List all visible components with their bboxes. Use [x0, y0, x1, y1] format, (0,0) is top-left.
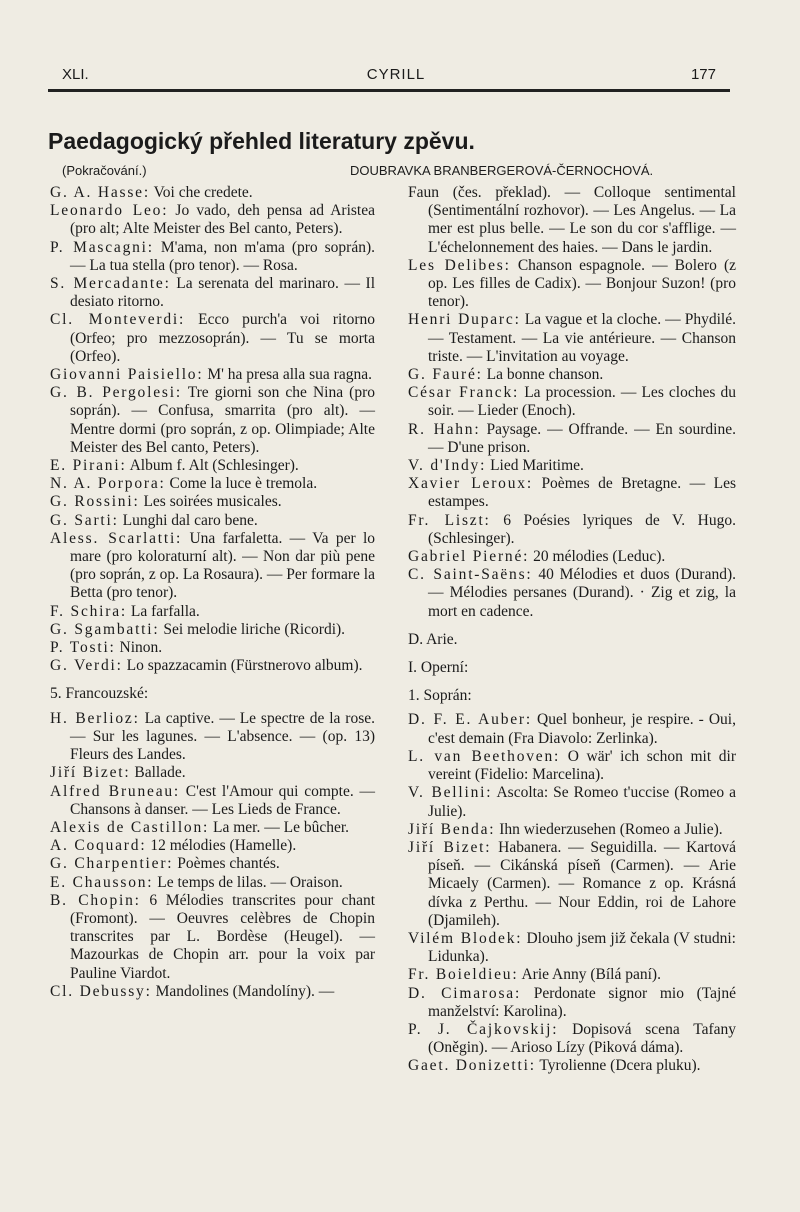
works-list: Dopisová scena Tafany (Oněgin). — Arioso Lízy (Piková dáma). [428, 1020, 736, 1057]
composer-name: E. Chausson: [50, 873, 154, 891]
entry [408, 930, 736, 966]
works-list: La bonne chanson. [482, 366, 604, 384]
works-list: Chanson espagnole. — Bolero (z op. Les filles de Cadix). — Bonjour Suzon! (pro tenor). [428, 256, 736, 311]
section-heading: D. Arie. [408, 630, 458, 648]
composer-name: G. A. Hasse: [50, 184, 150, 201]
entry [408, 457, 736, 475]
composer-name: P. Mascagni: [50, 238, 154, 256]
composer-name: G. Verdi: [50, 657, 123, 675]
works-list: Les soirées musicales. [139, 493, 282, 511]
composer-name: L. van Beethoven: [408, 747, 561, 765]
entry [50, 983, 375, 1001]
works-list: Ballade. [130, 764, 186, 782]
composer-name: Les Delibes: [408, 256, 511, 274]
composer-name: S. Mercadante: [50, 275, 171, 293]
entry [408, 821, 736, 839]
entry [50, 603, 375, 621]
composer-name: Xavier Leroux: [408, 475, 533, 493]
composer-name: G. Fauré: [408, 366, 483, 384]
works-list: Jo vado, deh pensa ad Aristea (pro alt; Alte Meister des Bel canto, Peters). [70, 202, 375, 238]
works-list: Quel bonheur, je respire. - Oui, c'est demain (Fra Diavolo: Zerlinka). [428, 711, 736, 747]
entry [408, 966, 736, 984]
composer-name: R. Hahn: [408, 420, 481, 438]
entry [50, 202, 375, 238]
works-list: Ninon. [115, 639, 163, 657]
composer-name: Jiří Benda: [408, 820, 496, 838]
composer-name: Gabriel Pierné: [408, 548, 530, 566]
works-list: Ascolta: Se Romeo t'uccise (Romeo a Julie). [428, 784, 736, 820]
composer-name: D. F. E. Auber: [408, 711, 532, 729]
works-list: La vague et la cloche. — Phydilé. — Testament. — La vie antérieure. — Chanson triste. — L'invitation au voyage. [428, 311, 736, 365]
entry [50, 457, 375, 475]
works-list: Le temps de lilas. — Oraison. [153, 873, 343, 891]
composer-name: Jiří Bizet: [408, 838, 492, 856]
composer-name: Cl. Monteverdi: [50, 311, 186, 329]
composer-name: Henri Duparc: [408, 311, 521, 329]
composer-name: V. Bellini: [408, 784, 493, 802]
entry [408, 1021, 736, 1057]
works-list: 12 mélodies (Hamelle). [146, 837, 297, 855]
composer-name: P. J. Čajkovskij: [408, 1020, 559, 1038]
composer-name: Fr. Liszt: [408, 511, 491, 529]
composer-name: Vilém Blodek: [408, 929, 523, 947]
works-list: Lunghi dal caro bene. [118, 511, 258, 529]
entry [50, 239, 375, 275]
composer-name: F. Schira: [50, 602, 128, 620]
works-list: Dlouho jsem již čekala (V studni: Lidunka). [428, 929, 736, 966]
works-list: La serenata del marinaro. — Il desiato ritorno. [70, 275, 376, 311]
works-list: Lo spazzacamin (Fürstnerovo album). [122, 657, 363, 675]
composer-name: G. Sgambatti: [50, 620, 160, 638]
works-list: Poèmes de Bretagne. — Les estampes. [428, 475, 736, 511]
entry [50, 855, 375, 873]
works-list: Una farfaletta. — Va per lo mare (pro koloraturní alt). — Non dar più pene (pro soprán, z op. La Rosaura). — Per formare la Betta (pro tenor). [70, 529, 375, 602]
works-list: Faun (čes. překlad). — Colloque sentimental (Sentimentální rozhovor). — Les Angelus. — La mer est plus belle. — Le son du cor s'afflige. — L'échelonnement des haies. — Dans le jardin. [408, 184, 736, 256]
works-list: La farfalla. [127, 602, 200, 620]
works-list: O wär' ich schon mit dir vereint (Fidelio: Marcelina). [428, 747, 736, 784]
composer-name: Leonardo Leo: [50, 202, 169, 220]
works-list: La captive. — Le spectre de la rose. — Sur les lagunes. — L'absence. — (op. 13) Fleurs des Landes. [70, 709, 375, 764]
entry [408, 1057, 736, 1075]
header-rule [48, 89, 730, 92]
entry [50, 819, 375, 837]
entry [50, 530, 375, 603]
entry [50, 493, 375, 511]
section-heading: 5. Francouzské: [50, 685, 149, 703]
entry [50, 874, 375, 892]
works-list: M' ha presa alla sua ragna. [203, 366, 372, 384]
entry [408, 311, 736, 366]
entry [408, 711, 736, 747]
composer-name: Alfred Bruneau: [50, 782, 181, 800]
composer-name: Aless. Scarlatti: [50, 529, 183, 547]
right-column [408, 184, 736, 1076]
works-list: Come la luce è tremola. [165, 475, 318, 493]
composer-name: Giovanni Paisiello: [50, 366, 204, 384]
works-list: Mandolines (Mandolíny). — [151, 982, 335, 1000]
entry [50, 475, 375, 493]
works-list: M'ama, non m'ama (pro soprán). — La tua stella (pro tenor). — Rosa. [70, 238, 375, 274]
article-title: Paedagogický přehled literatury zpěvu. [48, 128, 475, 154]
left-column [50, 184, 375, 1001]
composer-name: G. Rossini: [50, 493, 140, 511]
entry [408, 548, 736, 566]
page-number: 177 [690, 66, 716, 83]
composer-name: C. Saint-Saëns: [408, 566, 533, 584]
composer-name: César Franck: [408, 384, 520, 402]
works-list: Paysage. — Offrande. — En sourdine. — D'une prison. [428, 420, 736, 456]
composer-name: Cl. Debussy: [50, 982, 152, 1000]
entry [408, 421, 736, 457]
composer-name: D. Cimarosa: [408, 984, 522, 1002]
composer-name: A. Coquard: [50, 837, 147, 855]
works-list: Tre giorni son che Nina (pro soprán). — Confusa, smarrita (pro alt). — Mentre dormi (pro soprán, z op. Olimpiade; Alte Meister des Bel canto, Peters). [70, 384, 375, 456]
entry [50, 657, 375, 675]
works-list: La mer. — Le bûcher. [209, 818, 350, 836]
entry [50, 783, 375, 819]
works-list: C'est l'Amour qui compte. — Chansons à danser. — Les Lieds de France. [70, 782, 375, 818]
entry [408, 475, 736, 511]
composer-name: B. Chopin: [50, 891, 141, 909]
composer-name: G. Sarti: [50, 511, 119, 529]
composer-name: H. Berlioz: [50, 709, 140, 727]
composer-name: Gaet. Donizetti: [408, 1057, 536, 1075]
composer-name: Alexis de Castillon: [50, 818, 210, 836]
works-list: 6 Mélodies transcrites pour chant (Fromont). — Oeuvres celèbres de Chopin transcrites par L. Bordèse (Heugel). — Mazourkas de Chopin arr. pour la voix par Pauline Viardot. [70, 891, 376, 982]
entry [50, 710, 375, 765]
works-list: 40 Mélodies et duos (Durand). — Mélodies persanes (Durand). · Zig et zig, la mort en cadence. [428, 566, 736, 620]
entry [50, 384, 375, 457]
entry [408, 839, 736, 930]
works-list: Habanera. — Seguidilla. — Kartová píseň. — Cikánská píseň (Carmen). — Arie Micaely (Carmen). — Romance z op. Krásná dívka z Perthu. — Nour Eddin, roi de Lahore (Djamileh). [428, 838, 736, 929]
volume-number: XLI. [62, 66, 89, 83]
works-list: Ecco purch'a voi ritorno (Orfeo; pro mezzosoprán). — Tu se morta (Orfeo). [70, 311, 375, 365]
works-list: Album f. Alt (Schlesinger). [126, 457, 299, 475]
entry [408, 748, 736, 784]
works-list: Sei melodie liriche (Ricordi). [159, 620, 346, 638]
entry [408, 784, 736, 820]
works-list: Ihn wiederzusehen (Romeo a Julie). [495, 820, 723, 838]
composer-name: N. A. Porpora: [50, 475, 166, 493]
journal-name: CYRILL [366, 66, 426, 83]
entry [50, 837, 375, 855]
entry [408, 512, 736, 548]
entry [50, 639, 375, 657]
works-list: Perdonate signor mio (Tajné manželství: Karolina). [428, 984, 736, 1020]
works-list: La procession. — Les cloches du soir. — Lieder (Enoch). [428, 384, 736, 420]
entry [50, 892, 375, 983]
composer-name: P. Tosti: [50, 639, 116, 657]
entry [408, 366, 736, 384]
works-list: Voi che credete. [149, 184, 253, 201]
entry [408, 985, 736, 1021]
entry [50, 275, 375, 311]
entry [408, 257, 736, 312]
author-name: DOUBRAVKA BRANBERGEROVÁ-ČERNOCHOVÁ. [350, 163, 654, 178]
composer-name: G. Charpentier: [50, 855, 174, 873]
works-list: Tyrolienne (Dcera pluku). [535, 1057, 701, 1075]
works-list: 20 mélodies (Leduc). [529, 548, 666, 566]
entry [50, 366, 375, 384]
works-list: Poèmes chantés. [173, 855, 280, 873]
entry [50, 764, 375, 782]
entry [408, 184, 736, 257]
entry [408, 384, 736, 420]
composer-name: Fr. Boieldieu: [408, 966, 519, 984]
composer-name: G. B. Pergolesi: [50, 384, 182, 402]
works-list: 6 Poésies lyriques de V. Hugo. (Schlesinger). [428, 511, 736, 547]
composer-name: Jiří Bizet: [50, 764, 131, 782]
entry [50, 184, 375, 202]
entry [50, 512, 375, 530]
section-heading: I. Operní: [408, 659, 469, 677]
entry [50, 621, 375, 639]
entry [408, 566, 736, 621]
composer-name: E. Pirani: [50, 457, 127, 475]
composer-name: V. d'Indy: [408, 457, 487, 475]
entry [50, 311, 375, 366]
works-list: Arie Anny (Bílá paní). [518, 966, 661, 984]
continued-note: (Pokračování.) [62, 163, 147, 178]
section-heading: 1. Soprán: [408, 687, 472, 705]
works-list: Lied Maritime. [486, 457, 584, 475]
running-header [62, 66, 730, 88]
